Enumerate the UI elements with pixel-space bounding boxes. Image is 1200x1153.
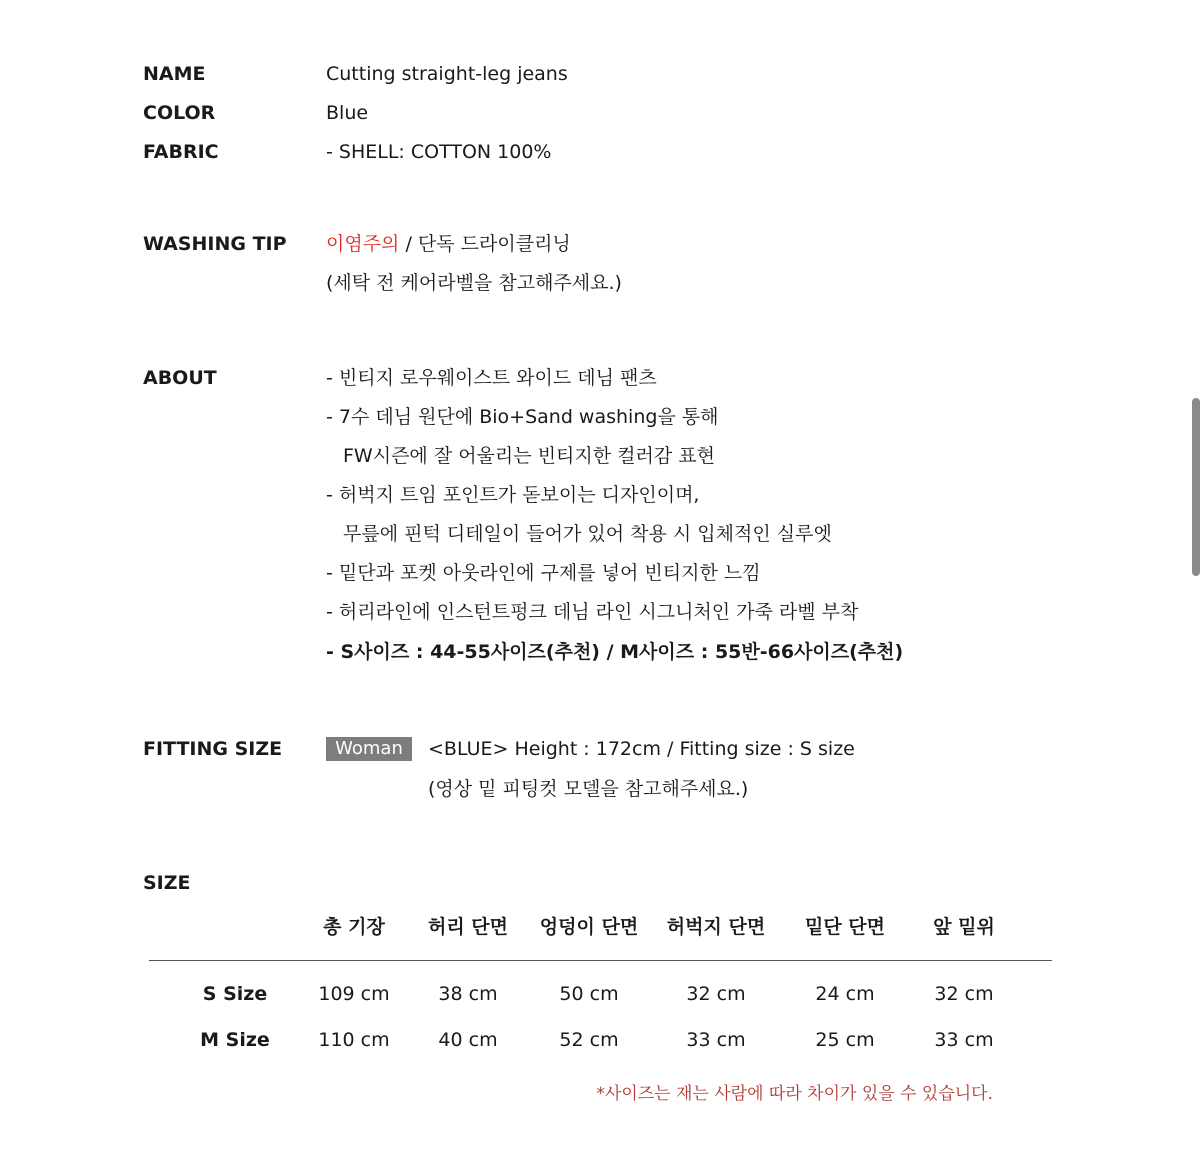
washing-line1 <box>326 232 571 256</box>
table-cell: 109 cm <box>318 983 390 1005</box>
about-line: - 밑단과 포켓 아웃라인에 구제를 넣어 빈티지한 느낌 <box>326 562 761 584</box>
fabric-label: FABRIC <box>143 141 219 163</box>
size-label: SIZE <box>143 872 191 894</box>
washing-line1-rest: / 단독 드라이클리닝 <box>399 233 571 255</box>
fitting-line2: (영상 밑 피팅컷 모델을 참고해주세요.) <box>428 778 749 800</box>
table-divider <box>149 960 1052 961</box>
color-value: Blue <box>326 102 369 124</box>
fitting-label: FITTING SIZE <box>143 738 283 760</box>
about-line: 무릎에 핀턱 디테일이 들어가 있어 착용 시 입체적인 실루엣 <box>343 523 832 545</box>
about-line: - 허리라인에 인스턴트펑크 데님 라인 시그니처인 가죽 라벨 부착 <box>326 601 859 623</box>
name-value: Cutting straight-leg jeans <box>326 63 568 85</box>
color-label: COLOR <box>143 102 216 124</box>
size-header: 앞 밑위 <box>933 916 995 938</box>
table-cell: 32 cm <box>934 983 994 1005</box>
size-header: 총 기장 <box>323 916 385 938</box>
table-cell: 24 cm <box>815 983 875 1005</box>
table-cell: 40 cm <box>438 1029 498 1051</box>
table-cell: 33 cm <box>686 1029 746 1051</box>
washing-label: WASHING TIP <box>143 233 287 255</box>
about-line: - 7수 데님 원단에 Bio+Sand washing을 통해 <box>326 406 719 428</box>
washing-warning: 이염주의 <box>326 233 400 255</box>
size-note: *사이즈는 재는 사람에 따라 차이가 있을 수 있습니다. <box>596 1084 993 1104</box>
woman-badge: Woman <box>326 737 412 761</box>
size-header: 허리 단면 <box>427 916 509 938</box>
about-label: ABOUT <box>143 367 217 389</box>
table-cell: 33 cm <box>934 1029 994 1051</box>
table-cell: 50 cm <box>559 983 619 1005</box>
table-cell: 32 cm <box>686 983 746 1005</box>
size-header: 허벅지 단면 <box>666 916 766 938</box>
about-line: FW시즌에 잘 어울리는 빈티지한 컬러감 표현 <box>343 445 715 467</box>
row-label-m: M Size <box>200 1029 270 1051</box>
table-cell: 25 cm <box>815 1029 875 1051</box>
fabric-value: - SHELL: COTTON 100% <box>326 141 552 163</box>
fitting-line1: <BLUE> Height : 172cm / Fitting size : S size <box>428 738 855 760</box>
table-cell: 52 cm <box>559 1029 619 1051</box>
scrollbar[interactable] <box>1192 398 1200 576</box>
about-size-recommendation: - S사이즈 : 44-55사이즈(추천) / M사이즈 : 55반-66사이즈(추천) <box>326 641 904 663</box>
washing-line2: (세탁 전 케어라벨을 참고해주세요.) <box>326 272 622 294</box>
size-header: 밑단 단면 <box>804 916 886 938</box>
about-line: - 빈티지 로우웨이스트 와이드 데님 팬츠 <box>326 367 657 389</box>
name-label: NAME <box>143 63 206 85</box>
about-line: - 허벅지 트임 포인트가 돋보이는 디자인이며, <box>326 484 700 506</box>
size-header: 엉덩이 단면 <box>539 916 639 938</box>
table-cell: 38 cm <box>438 983 498 1005</box>
table-cell: 110 cm <box>318 1029 390 1051</box>
row-label-s: S Size <box>202 983 268 1005</box>
